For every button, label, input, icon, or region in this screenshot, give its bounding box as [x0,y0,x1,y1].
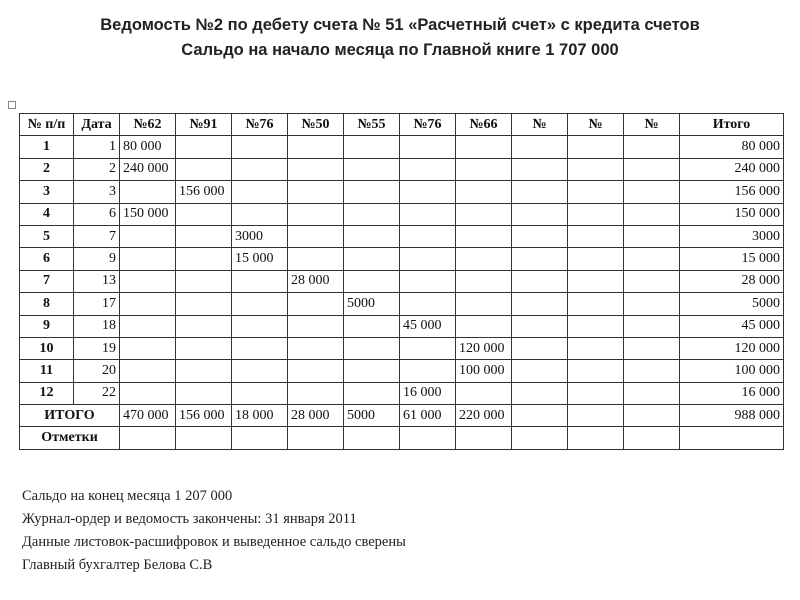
notes-cell [176,427,232,449]
column-header: № [568,114,624,136]
column-header: № [624,114,680,136]
amount-cell [176,315,232,337]
amount-cell [288,248,344,270]
amount-cell [176,382,232,404]
amount-cell: 100 000 [456,360,512,382]
row-number-cell: 3 [20,181,74,203]
amount-cell [288,203,344,225]
table-row [20,158,784,180]
column-total-cell [568,405,624,427]
page-title: Ведомость №2 по дебету счета № 51 «Расчетный счет» с кредита счетов [100,16,700,34]
column-header: №76 [400,114,456,136]
column-total-cell [624,405,680,427]
row-total-cell: 5000 [680,293,784,315]
amount-cell [568,382,624,404]
amount-cell [624,382,680,404]
amount-cell [512,203,568,225]
table-row [20,337,784,359]
amount-cell: 3000 [232,225,288,247]
amount-cell [456,158,512,180]
row-number-cell: 8 [20,293,74,315]
accountant-signature-text: Главный бухгалтер Белова С.В [22,557,213,573]
amount-cell [344,360,400,382]
notes-cell [512,427,568,449]
date-cell: 17 [74,293,120,315]
amount-cell [456,225,512,247]
column-total-cell: 5000 [344,405,400,427]
amount-cell [232,181,288,203]
amount-cell [176,203,232,225]
amount-cell [344,136,400,158]
amount-cell [176,158,232,180]
opening-balance-subtitle: Сальдо на начало месяца по Главной книге 1 707 000 [181,41,619,59]
amount-cell [120,181,176,203]
amount-cell [568,225,624,247]
amount-cell [624,158,680,180]
column-header: №62 [120,114,176,136]
amount-cell [512,136,568,158]
row-total-cell: 150 000 [680,203,784,225]
amount-cell: 15 000 [232,248,288,270]
amount-cell [344,315,400,337]
amount-cell [120,270,176,292]
amount-cell [512,181,568,203]
amount-cell: 16 000 [400,382,456,404]
table-row [20,248,784,270]
amount-cell [344,337,400,359]
amount-cell [344,270,400,292]
row-number-cell: 2 [20,158,74,180]
amount-cell: 80 000 [120,136,176,158]
row-number-cell: 5 [20,225,74,247]
notes-cell [624,427,680,449]
amount-cell [120,315,176,337]
row-number-cell: 6 [20,248,74,270]
date-cell: 6 [74,203,120,225]
amount-cell [568,293,624,315]
amount-cell [232,337,288,359]
amount-cell: 240 000 [120,158,176,180]
amount-cell [512,360,568,382]
amount-cell [400,225,456,247]
amount-cell [624,136,680,158]
amount-cell: 120 000 [456,337,512,359]
row-total-cell: 156 000 [680,181,784,203]
row-total-cell: 240 000 [680,158,784,180]
amount-cell [568,248,624,270]
amount-cell [344,248,400,270]
date-cell: 3 [74,181,120,203]
notes-cell [400,427,456,449]
amount-cell [456,315,512,337]
amount-cell [624,270,680,292]
amount-cell [232,315,288,337]
amount-cell [456,181,512,203]
amount-cell [512,248,568,270]
amount-cell [232,360,288,382]
notes-cell [232,427,288,449]
row-number-cell: 9 [20,315,74,337]
amount-cell [512,382,568,404]
date-cell: 7 [74,225,120,247]
amount-cell [288,225,344,247]
row-total-cell: 45 000 [680,315,784,337]
amount-cell [400,270,456,292]
amount-cell [288,136,344,158]
row-total-cell: 28 000 [680,270,784,292]
amount-cell [176,136,232,158]
column-total-cell: 61 000 [400,405,456,427]
amount-cell [568,337,624,359]
amount-cell: 5000 [344,293,400,315]
reconciled-text: Данные листовок-расшифровок и выведенное сальдо сверены [22,534,406,550]
amount-cell [120,225,176,247]
amount-cell [232,203,288,225]
row-total-cell: 80 000 [680,136,784,158]
amount-cell [232,293,288,315]
amount-cell [176,360,232,382]
amount-cell [232,270,288,292]
amount-cell [176,293,232,315]
amount-cell [456,248,512,270]
amount-cell [120,248,176,270]
amount-cell: 45 000 [400,315,456,337]
column-header: №55 [344,114,400,136]
date-cell: 19 [74,337,120,359]
amount-cell [288,360,344,382]
row-number-cell: 10 [20,337,74,359]
amount-cell [400,158,456,180]
amount-cell [344,181,400,203]
amount-cell [344,382,400,404]
table-row [20,382,784,404]
date-cell: 2 [74,158,120,180]
amount-cell [344,203,400,225]
column-header: Итого [680,114,784,136]
row-total-cell: 3000 [680,225,784,247]
amount-cell [568,203,624,225]
amount-cell [288,158,344,180]
amount-cell [512,158,568,180]
amount-cell: 156 000 [176,181,232,203]
closed-date-text: Журнал-ордер и ведомость закончены: 31 января 2011 [22,511,357,527]
table-anchor-icon [8,101,16,109]
row-total-cell: 15 000 [680,248,784,270]
notes-row [20,427,784,449]
amount-cell [120,360,176,382]
table-row [20,360,784,382]
notes-cell [288,427,344,449]
amount-cell [568,315,624,337]
amount-cell [456,270,512,292]
date-cell: 18 [74,315,120,337]
amount-cell [400,248,456,270]
notes-label: Отметки [20,427,120,449]
amount-cell [456,382,512,404]
notes-cell [120,427,176,449]
amount-cell [624,248,680,270]
amount-cell [512,337,568,359]
amount-cell [512,270,568,292]
amount-cell [624,225,680,247]
table-row [20,225,784,247]
amount-cell [288,315,344,337]
column-header: №50 [288,114,344,136]
amount-cell [568,270,624,292]
amount-cell [512,293,568,315]
column-total-cell: 28 000 [288,405,344,427]
amount-cell [288,293,344,315]
ledger-table [19,113,784,450]
column-header: № п/п [20,114,74,136]
amount-cell [288,337,344,359]
amount-cell [400,136,456,158]
amount-cell [120,382,176,404]
amount-cell [568,158,624,180]
amount-cell [624,360,680,382]
amount-cell: 28 000 [288,270,344,292]
row-total-cell: 16 000 [680,382,784,404]
table-row [20,293,784,315]
amount-cell [456,136,512,158]
amount-cell [624,293,680,315]
amount-cell [400,203,456,225]
amount-cell [288,382,344,404]
row-total-cell: 120 000 [680,337,784,359]
amount-cell [176,248,232,270]
amount-cell [456,293,512,315]
amount-cell [120,337,176,359]
column-header: №76 [232,114,288,136]
table-header-row [20,114,784,136]
table-row [20,203,784,225]
column-total-cell: 470 000 [120,405,176,427]
amount-cell [400,293,456,315]
date-cell: 13 [74,270,120,292]
amount-cell [568,360,624,382]
amount-cell [344,158,400,180]
amount-cell [176,270,232,292]
amount-cell [568,181,624,203]
date-cell: 1 [74,136,120,158]
amount-cell [400,181,456,203]
amount-cell [176,225,232,247]
notes-cell [456,427,512,449]
grand-total-cell: 988 000 [680,405,784,427]
amount-cell [512,315,568,337]
amount-cell [176,337,232,359]
amount-cell [344,225,400,247]
notes-cell [680,427,784,449]
column-total-cell [512,405,568,427]
date-cell: 20 [74,360,120,382]
column-header: №66 [456,114,512,136]
closing-balance-text: Сальдо на конец месяца 1 207 000 [22,488,233,504]
notes-cell [344,427,400,449]
amount-cell [120,293,176,315]
amount-cell [400,360,456,382]
amount-cell: 150 000 [120,203,176,225]
row-number-cell: 7 [20,270,74,292]
amount-cell [232,158,288,180]
row-number-cell: 1 [20,136,74,158]
date-cell: 9 [74,248,120,270]
column-total-cell: 18 000 [232,405,288,427]
column-header: №91 [176,114,232,136]
row-number-cell: 12 [20,382,74,404]
amount-cell [400,337,456,359]
row-total-cell: 100 000 [680,360,784,382]
amount-cell [624,181,680,203]
column-header: Дата [74,114,120,136]
table-row [20,270,784,292]
amount-cell [456,203,512,225]
table-row [20,136,784,158]
column-total-cell: 156 000 [176,405,232,427]
row-number-cell: 4 [20,203,74,225]
table-row [20,181,784,203]
amount-cell [512,225,568,247]
amount-cell [624,315,680,337]
totals-row [20,405,784,427]
amount-cell [568,136,624,158]
amount-cell [232,382,288,404]
row-number-cell: 11 [20,360,74,382]
amount-cell [288,181,344,203]
date-cell: 22 [74,382,120,404]
amount-cell [624,337,680,359]
table-row [20,315,784,337]
amount-cell [624,203,680,225]
notes-cell [568,427,624,449]
column-header: № [512,114,568,136]
column-total-cell: 220 000 [456,405,512,427]
amount-cell [232,136,288,158]
totals-label: ИТОГО [20,405,120,427]
